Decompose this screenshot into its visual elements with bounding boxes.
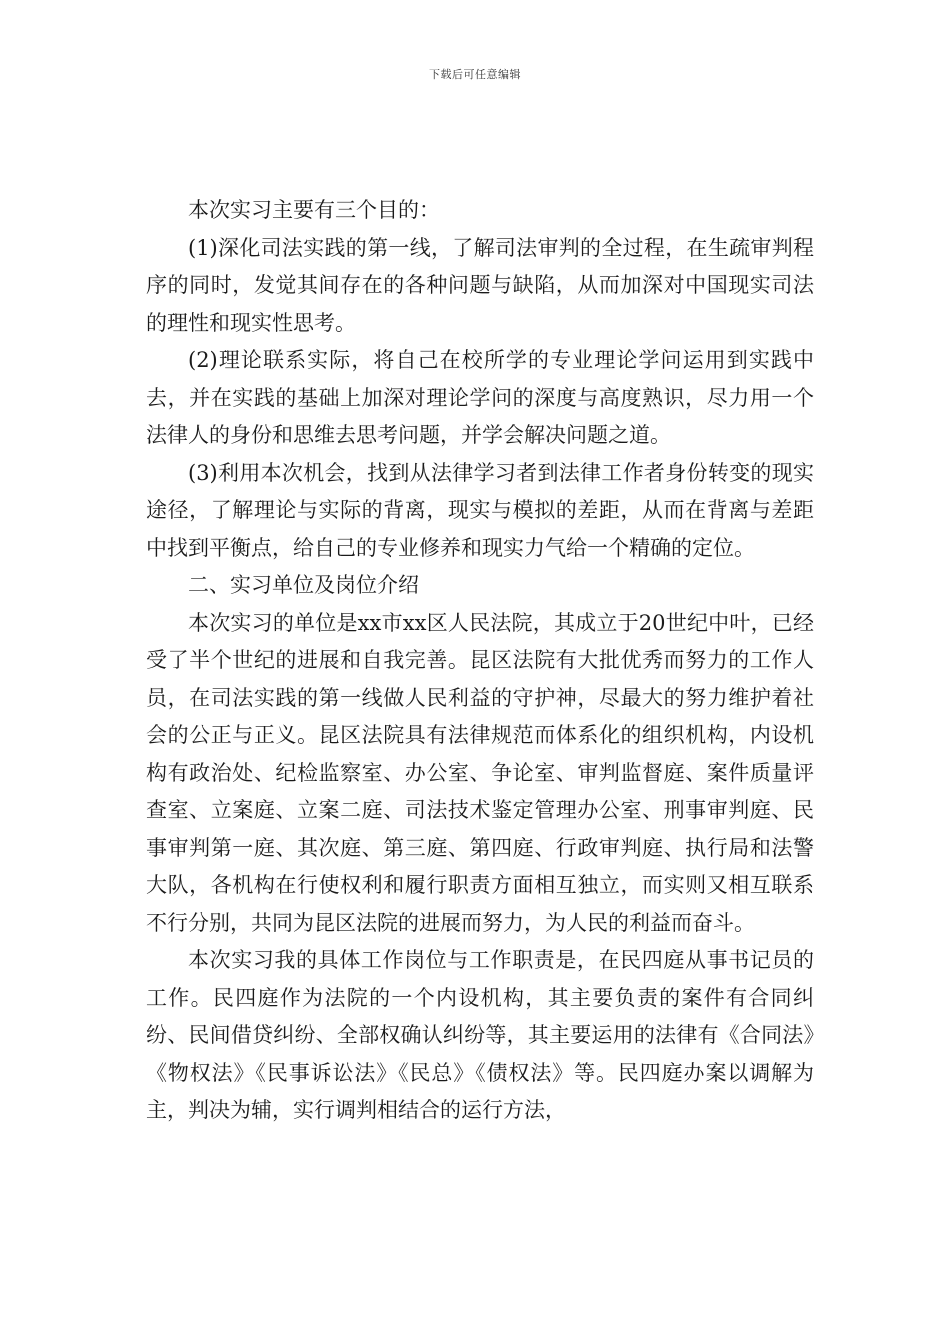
document-body <box>146 192 814 1130</box>
intro-paragraph: 本次实习主要有三个目的： <box>188 198 440 222</box>
unit-intro-paragraph: 本次实习的单位是xx市xx区人民法院，其成立于20世纪中叶，已经受了半个世纪的进展和自我完善。昆区法院有大批优秀而努力的工作人员，在司法实践的第一线做人民利益的守护神，尽最大的努力维护着社会的公正与正义。昆区法院具有法律规范而体系化的组织机构，内设机构有政治处、纪检监察室、办公室、争论室、审判监督庭、案件质量评查室、立案庭、立案二庭、司法技术鉴定管理办公室、刑事审判庭、民事审判第一庭、其次庭、第三庭、第四庭、行政审判庭、执行局和法警大队，各机构在行使权利和履行职责方面相互独立，而实则又相互联系不行分别，共同为昆区法院的进展而努力，为人民的利益而奋斗。 <box>146 610 814 935</box>
purpose-2-paragraph: (2)理论联系实际，将自己在校所学的专业理论学问运用到实践中去，并在实践的基础上加深对理论学问的深度与高度熟识，尽力用一个法律人的身份和思维去思考问题，并学会解决问题之道。 <box>146 348 814 447</box>
page-header: 下载后可任意编辑 <box>429 68 521 81</box>
section-heading: 二、实习单位及岗位介绍 <box>188 573 419 597</box>
purpose-3-paragraph: (3)利用本次机会，找到从法律学习者到法律工作者身份转变的现实途径，了解理论与实际的背离，现实与模拟的差距，从而在背离与差距中找到平衡点，给自己的专业修养和现实力气给一个精确的定位。 <box>146 460 814 560</box>
job-description-paragraph: 本次实习我的具体工作岗位与工作职责是，在民四庭从事书记员的工作。民四庭作为法院的一个内设机构，其主要负责的案件有合同纠纷、民间借贷纠纷、全部权确认纠纷等，其主要运用的法律有《合同法》《物权法》《民事诉讼法》《民总》《债权法》等。民四庭办案以调解为主，判决为辅，实行调判相结合的运行方法， <box>146 948 814 1122</box>
purpose-1-paragraph: (1)深化司法实践的第一线，了解司法审判的全过程，在生疏审判程序的同时，发觉其间存在的各种问题与缺陷，从而加深对中国现实司法的理性和现实性思考。 <box>146 235 814 335</box>
